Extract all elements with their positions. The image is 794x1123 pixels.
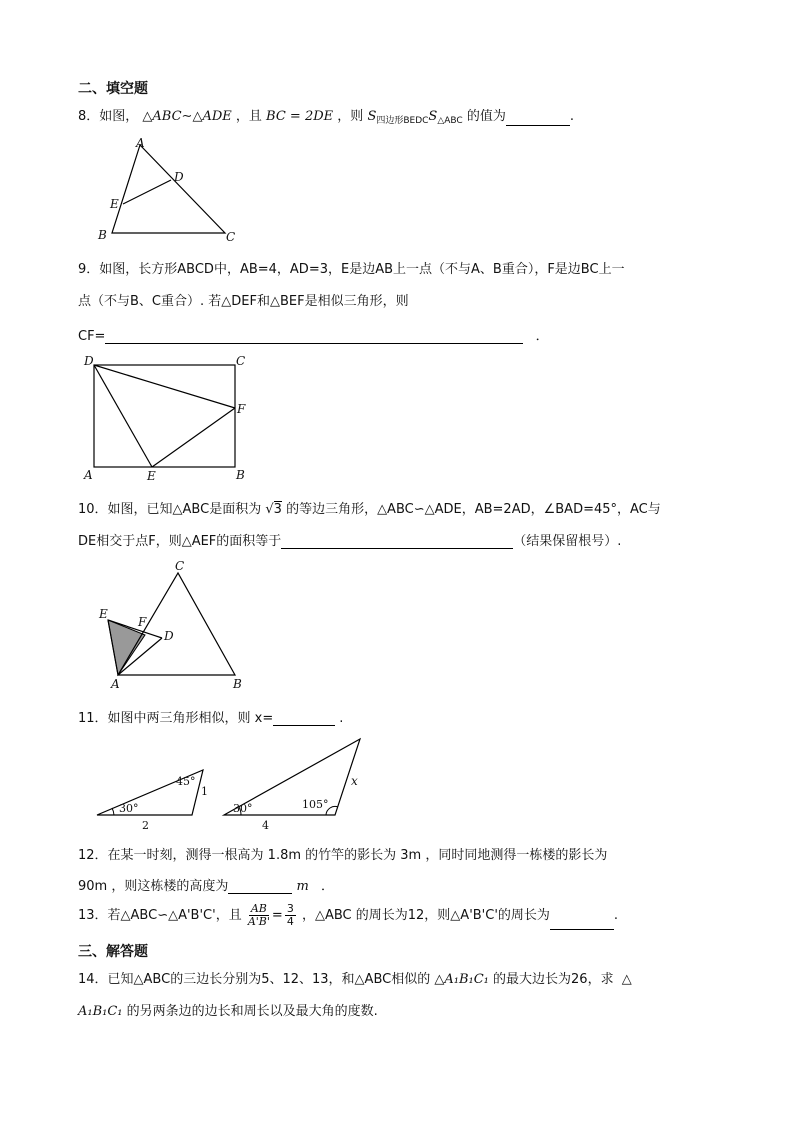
q12-end: ． — [320, 879, 334, 894]
q11-t1-side-1: 1 — [201, 785, 208, 798]
q10-label-f: F — [138, 615, 147, 629]
q11-triangle-small — [97, 770, 208, 832]
question-14-line2 — [78, 1000, 378, 1019]
question-10-line2 — [78, 530, 621, 549]
q8-figure — [90, 135, 250, 245]
q8-label-a: A — [136, 136, 145, 150]
question-10-line1 — [78, 498, 661, 517]
q10-line1a: 10．如图，已知△ABC是面积为 — [78, 502, 262, 517]
q8-equation: BC = 2DE — [266, 109, 334, 124]
q11-text: 11．如图中两三角形相似，则 x= — [78, 711, 274, 726]
q14-triangle-name: A₁B₁C₁ — [78, 1004, 123, 1019]
question-9-line1: 9．如图，长方形ABCD中，AB=4，AD=3，E是边AB上一点（不与A、B重合），F是边BC上一 — [78, 262, 625, 277]
q8-mid2: ，则 — [337, 109, 364, 124]
q10-figure — [95, 560, 265, 690]
q8-label-b: B — [98, 228, 107, 242]
section-heading-answer: 三、解答题 — [78, 944, 148, 960]
q8-end: . — [569, 109, 575, 124]
question-9-line3 — [78, 325, 549, 344]
q12-line2a: 90m ，则这栋楼的高度为 — [78, 879, 229, 894]
question-9-line2: 点（不与B、C重合）. 若△DEF和△BEF是相似三角形，则 — [78, 294, 409, 309]
q10-line2a: DE相交于点F，则△AEF的面积等于 — [78, 534, 282, 549]
q8-s2: S — [428, 109, 438, 124]
q12-answer-blank[interactable] — [228, 879, 292, 894]
question-8 — [78, 105, 574, 126]
q14-line2b: 的另两条边的边长和周长以及最大角的度数. — [126, 1004, 378, 1019]
section-heading-fill-blank: 二、填空题 — [78, 81, 148, 97]
q11-t2-side-x: x — [351, 774, 358, 788]
q10-label-b: B — [233, 677, 242, 691]
q13-eq: = — [271, 908, 283, 923]
q14-triangle-symbol: △ — [621, 972, 632, 987]
q13-text-a: 13．若△ABC∽△A'B'C'，且 — [78, 908, 242, 923]
q9-label-c: C — [236, 354, 246, 368]
q13-frac-num: AB — [250, 902, 267, 915]
question-12-line2 — [78, 875, 334, 894]
q14-triangle-a1b1c1: △A₁B₁C₁ — [434, 972, 489, 987]
q8-s1: S — [367, 109, 377, 124]
q10-sqrt-value: 3 — [273, 502, 282, 517]
q8-tail: 的值为 — [466, 109, 506, 124]
q11-t1-angle-30: 30° — [119, 802, 139, 815]
q8-segment-ed — [123, 180, 171, 204]
q8-s2-sub: △ABC — [437, 116, 463, 126]
q10-label-e: E — [99, 607, 108, 621]
q13-text-b: ，△ABC 的周长为12，则△A'B'C'的周长为 — [301, 908, 550, 923]
q11-t2-angle-105: 105° — [302, 798, 329, 811]
q8-s1-sub: 四边形BEDC — [376, 116, 429, 126]
q9-label-b: B — [236, 468, 245, 482]
question-14-line1 — [78, 968, 632, 987]
q10-answer-blank[interactable] — [281, 534, 513, 549]
q13-answer-blank[interactable] — [550, 915, 614, 930]
q13-fnum: 3 — [286, 902, 294, 915]
q8-label-d: D — [174, 170, 184, 184]
q13-fraction-34 — [285, 903, 296, 928]
q10-line1b: 的等边三角形，△ABC∽△ADE，AB=2AD，∠BAD=45°，AC与 — [286, 502, 661, 517]
q11-triangle-large — [224, 739, 360, 832]
q10-label-a: A — [111, 677, 120, 691]
q9-label-a: A — [84, 468, 93, 482]
q14-line1b: 的最大边长为26，求 — [493, 972, 614, 987]
q9-rectangle — [94, 365, 235, 467]
q10-label-c: C — [175, 559, 185, 573]
q10-sqrt: √3 — [265, 502, 282, 517]
question-13 — [78, 902, 618, 930]
q8-number: 8．如图， — [78, 109, 139, 124]
q8-triangle-abc — [112, 145, 225, 233]
q10-label-d: D — [164, 629, 174, 643]
q8-answer-blank[interactable] — [506, 111, 570, 126]
q11-t2-angle-30: 30° — [233, 802, 253, 815]
q11-t1-angle-45: 45° — [176, 775, 196, 788]
q11-answer-blank[interactable] — [273, 711, 335, 726]
q11-end: . — [339, 711, 344, 726]
q13-frac-den: A'B' — [247, 915, 270, 928]
q12-unit: m — [296, 879, 309, 894]
question-11 — [78, 707, 343, 726]
q11-t1-base-2: 2 — [142, 819, 149, 832]
q14-line1a: 14．已知△ABC的三边长分别为5、12、13，和△ABC相似的 — [78, 972, 431, 987]
q10-line2b: （结果保留根号）. — [513, 534, 622, 549]
q8-label-e: E — [110, 197, 119, 211]
q13-fden: 4 — [286, 915, 294, 928]
q8-relation: △ABC∼△ADE — [142, 109, 232, 124]
q9-figure — [80, 355, 260, 485]
q13-fraction-ab — [248, 903, 270, 928]
q9-end: ． — [535, 329, 549, 344]
q9-label-e: E — [147, 469, 156, 483]
q11-figure — [90, 735, 380, 835]
question-12-line1: 12．在某一时刻，测得一根高为 1.8m 的竹竿的影长为 3m ，同时同地测得一栋楼的影长为 — [78, 848, 608, 863]
q13-end: . — [613, 908, 619, 923]
q8-mid: ，且 — [235, 109, 262, 124]
q9-label-f: F — [237, 402, 246, 416]
q8-label-c: C — [226, 230, 236, 244]
q9-segment-ef — [152, 408, 235, 467]
q9-cf: CF= — [78, 329, 106, 344]
q11-t2-base-4: 4 — [262, 819, 269, 832]
q9-answer-blank[interactable] — [105, 329, 523, 344]
q9-label-d: D — [84, 354, 94, 368]
